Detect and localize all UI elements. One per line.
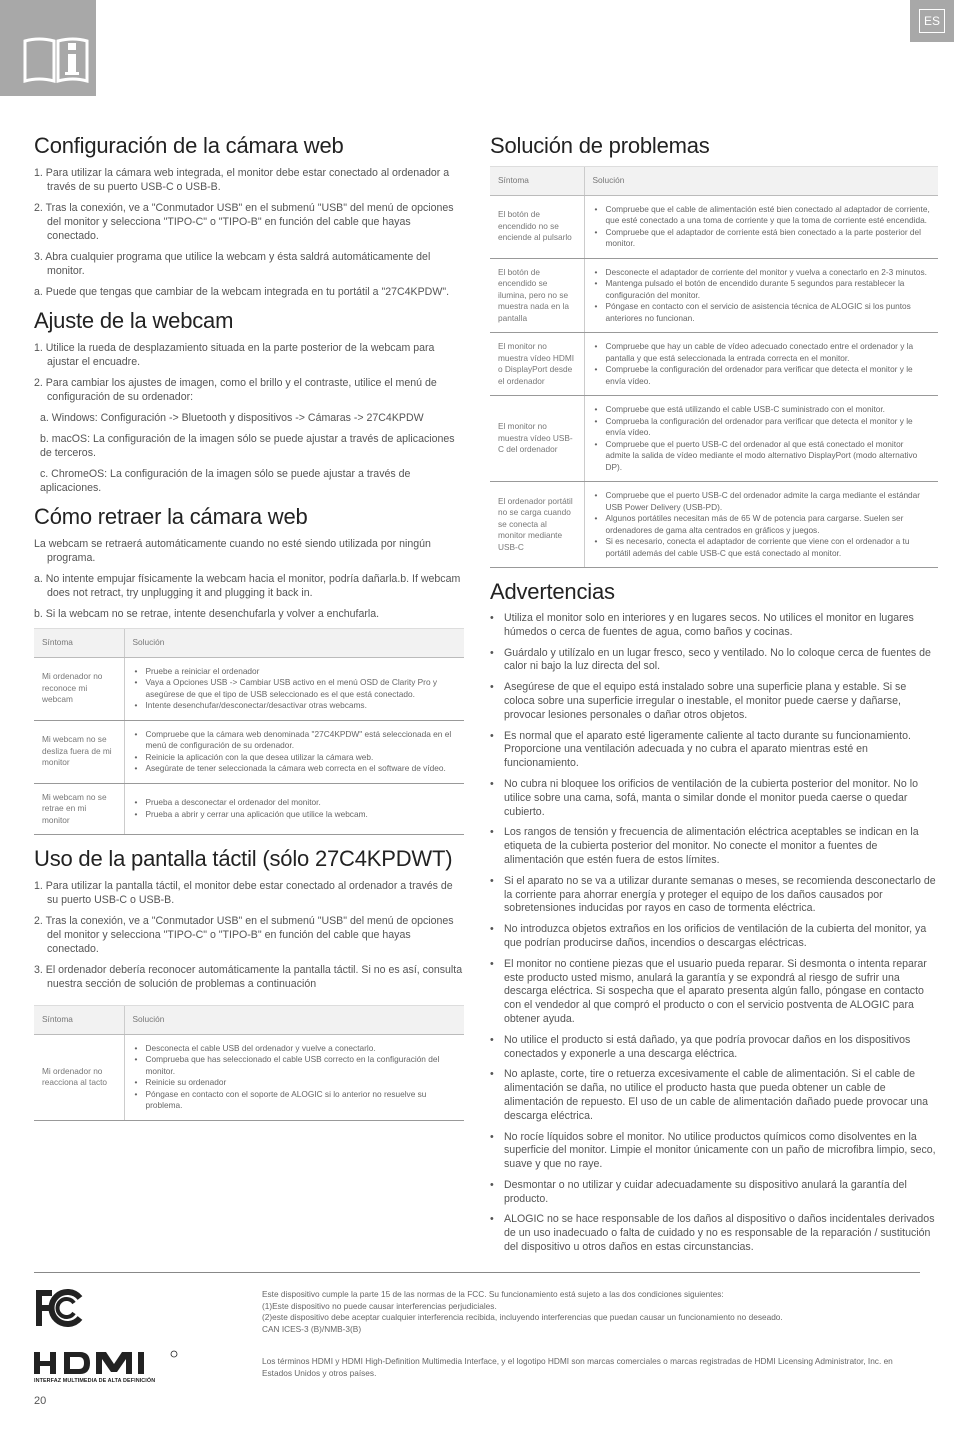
fcc-line: CAN ICES-3 (B)/NMB-3(B) xyxy=(262,1323,362,1334)
solution-item: • Prueba a abrir y cerrar una aplicación que utilice la webcam. xyxy=(133,809,457,821)
solution-item: • Comprueba que has seleccionado el cable USB correcto en la configuración del monitor. xyxy=(133,1054,457,1077)
warnings-list xyxy=(490,612,938,1255)
warnings-heading: Advertencias xyxy=(490,579,615,604)
webcam-adjust-list xyxy=(34,341,464,404)
webcam-adjust-heading: Ajuste de la webcam xyxy=(34,308,234,333)
symptom-cell: Mi webcam no se desliza fuera de mi monitor xyxy=(34,720,124,783)
fcc-line: (2)este dispositivo debe aceptar cualquier interferencia recibida, incluyendo interferencias que puedan causar un funcionamiento no deseado. xyxy=(262,1312,783,1322)
list-item: 1. Utilice la rueda de desplazamiento situada en la parte posterior de la webcam para ajustar el encuadre. xyxy=(34,342,435,368)
solution-item: • Póngase en contacto con el soporte de ALOGIC si lo anterior no resuelve su problema. xyxy=(133,1089,457,1112)
webcam-config-heading: Configuración de la cámara web xyxy=(34,133,344,158)
solution-cell xyxy=(124,783,464,835)
solution-item: • Compruebe que la cámara web denominada "27C4KPDW" está seleccionada en el menú de configuración de su ordenador. xyxy=(133,729,457,752)
solution-item: • Comprueba la configuración del ordenador para verificar que detecta el monitor y le envía vídeo. xyxy=(593,416,931,439)
solution-item: • Si es necesario, conecta el adaptador de corriente que viene con el ordenador a tu portátil además del cable USB-C que está conectado al monitor. xyxy=(593,536,931,559)
table-row xyxy=(490,258,938,333)
table-row xyxy=(34,720,464,783)
list-item: La webcam se retraerá automáticamente cuando no esté siendo utilizada por ningún programa. xyxy=(34,538,431,564)
warning-item: • El monitor no contiene piezas que el usuario pueda reparar. Si desmonta o intenta reparar este producto usted mismo, anulará la garantía y se expondrá al riesgo de sufrir una descarga eléctrica. Si sospecha que el aparato presenta algún fallo, póngase en contacto con el vendedor al que compró el producto o con el servicio postventa de ALOGIC para obtener ayuda. xyxy=(490,958,938,1027)
webcam-troubleshoot-table xyxy=(34,628,464,835)
info-header-block xyxy=(0,0,96,96)
symptom-cell: El monitor no muestra vídeo USB-C del ordenador xyxy=(490,396,584,482)
solution-item: • Desconecta el cable USB del ordenador y vuelve a conectarlo. xyxy=(133,1043,457,1055)
list-item: 2. Tras la conexión, ve a "Conmutador USB" en el submenú "USB" del menú de opciones del monitor y selecciona "TIPO-C" o "TIPO-B" en función del cable que hayas conectado. xyxy=(34,915,454,955)
warning-item: • No utilice el producto si está dañado, ya que podría provocar daños en los dispositivos conectados y exponerle a una descarga eléctrica. xyxy=(490,1034,938,1062)
warning-item: • Asegúrese de que el equipo está instalado sobre una superficie plana y estable. Si se coloca sobre una superficie irregular o inestable, el monitor puede caerse y dañarse, provocar lesiones personales o dañar otros objetos. xyxy=(490,681,938,722)
sub-list-item: c. ChromeOS: La configuración de la imagen sólo se puede ajustar a través de aplicaciones. xyxy=(40,468,411,494)
column-header: Solución xyxy=(124,629,464,658)
solution-item: • Vaya a Opciones USB -> Cambiar USB activo en el menú OSD de Clarity Pro y asegúrese de que el tipo de USB seleccionado es el que está conectado. xyxy=(133,677,457,700)
warning-item: • No cubra ni bloquee los orificios de ventilación de la cubierta posterior del monitor. No lo utilice sobre una cama, sofá, manta o similar donde el monitor pueda caerse o quedar cubierto. xyxy=(490,778,938,819)
solution-item: • Mantenga pulsado el botón de encendido durante 5 segundos para restablecer la configuración del monitor. xyxy=(593,278,931,301)
warning-item: • No introduzca objetos extraños en los orificios de ventilación de la cubierta del monitor, ya que podrían producirse daños, incendios o descargas eléctricas. xyxy=(490,923,938,951)
solution-item: • Compruebe que hay un cable de vídeo adecuado conectado entre el ordenador y la pantalla y que está seleccionada la entrada correcta en el monitor. xyxy=(593,341,931,364)
table-row xyxy=(490,396,938,482)
warning-item: • Si el aparato no se va a utilizar durante semanas o meses, se recomienda desconectarlo de la corriente para ahorrar energía y proteger el equipo de los daños causados por sobretensiones inducidas por rayos en caso de tormenta eléctrica. xyxy=(490,875,938,916)
sub-list-item: a. Windows: Configuración -> Bluetooth y dispositivos -> Cámaras -> 27C4KPDW xyxy=(40,412,424,424)
column-header: Solución xyxy=(584,167,938,196)
fcc-line: Este dispositivo cumple la parte 15 de las normas de la FCC. Su funcionamiento está sujeto a las dos condiciones siguientes: xyxy=(262,1289,724,1299)
column-header: Síntoma xyxy=(34,629,124,658)
list-item: 2. Tras la conexión, ve a "Conmutador USB" en el submenú "USB" del menú de opciones del monitor y selecciona "TIPO-C" o "TIPO-B" en función del cable que hayas conectado. xyxy=(34,202,454,242)
solution-cell xyxy=(584,195,938,258)
list-item: a. No intente empujar físicamente la webcam hacia el monitor, podría dañarla.b. If webcam does not retract, try unplugging it and plugging it back in. xyxy=(34,573,461,599)
column-header: Síntoma xyxy=(490,167,584,196)
webcam-adjust-sublist xyxy=(34,411,464,495)
table-row xyxy=(34,1034,464,1120)
touch-list xyxy=(34,879,464,991)
left-column xyxy=(34,132,464,1131)
solution-item: • Compruebe que el adaptador de corriente está bien conectado a la parte posterior del monitor. xyxy=(593,227,931,250)
page-number: 20 xyxy=(34,1395,47,1407)
warning-item: • Los rangos de tensión y frecuencia de alimentación eléctrica aceptables se indican en la etiqueta de la cubierta posterior del monitor. No conecte el monitor a fuentes de alimentación que estén fuera de estos límites. xyxy=(490,826,938,867)
fcc-logo xyxy=(34,1288,86,1328)
solution-item: • Compruebe que el puerto USB-C del ordenador al que está conectado el monitor admite la salida de vídeo mediante el modo alternativo DisplayPort (modo alternativo DP). xyxy=(593,439,931,474)
table-row xyxy=(490,333,938,396)
solution-item: • Compruebe que el puerto USB-C del ordenador admite la carga mediante el estándar USB Power Delivery (USB-PD). xyxy=(593,490,931,513)
list-item: 1. Para utilizar la pantalla táctil, el monitor debe estar conectado al ordenador a través de su puerto USB-C o USB-B. xyxy=(34,880,453,906)
list-item: 1. Para utilizar la cámara web integrada, el monitor debe estar conectado al ordenador a través de su puerto USB-C o USB-B. xyxy=(34,167,450,193)
column-header: Síntoma xyxy=(34,1006,124,1035)
solution-item: • Asegúrate de tener seleccionada la cámara web correcta en el software de vídeo. xyxy=(133,763,457,775)
hdmi-subtitle: INTERFAZ MULTIMEDIA DE ALTA DEFINICIÓN xyxy=(34,1378,156,1384)
solution-item: • Póngase en contacto con el servicio de asistencia técnica de ALOGIC si los puntos anteriores no funcionan. xyxy=(593,301,931,324)
symptom-cell: El botón de encendido se ilumina, pero no se muestra nada en la pantalla xyxy=(490,258,584,333)
table-header-row xyxy=(34,629,464,658)
language-badge xyxy=(910,0,954,42)
troubleshooting-table xyxy=(490,166,938,568)
right-column xyxy=(490,132,938,1262)
solution-item: • Compruebe que el cable de alimentación esté bien conectado al adaptador de corriente, que esté conectado a una toma de corriente y que la toma de corriente esté encendida. xyxy=(593,204,931,227)
solution-item: • Compruebe la configuración del ordenador para verificar que detecta el monitor y le envía vídeo. xyxy=(593,364,931,387)
footer-divider xyxy=(34,1272,920,1273)
symptom-cell: El monitor no muestra vídeo HDMI o DisplayPort desde el ordenador xyxy=(490,333,584,396)
symptom-cell: El botón de encendido no se enciende al pulsarlo xyxy=(490,195,584,258)
solution-item: • Algunos portátiles necesitan más de 65 W de potencia para cargarse. Suelen ser ordenadores de gama alta centrados en gráficos y juegos. xyxy=(593,513,931,536)
warning-item: • Desmontar o no utilizar y cuidar adecuadamente su dispositivo anulará la garantía del producto. xyxy=(490,1179,938,1207)
touch-troubleshoot-table xyxy=(34,1005,464,1121)
table-row xyxy=(34,783,464,835)
list-item: 3. Abra cualquier programa que utilice la webcam y ésta saldrá automáticamente del monitor. xyxy=(34,251,431,277)
table-row xyxy=(490,482,938,568)
warning-item: • No rocíe líquidos sobre el monitor. No utilice productos químicos como disolventes en la superficie del monitor. Limpie el monitor únicamente con un paño de microfibra limpio, seco, suave y que no raye. xyxy=(490,1131,938,1172)
warning-item: • Es normal que el aparato esté ligeramente caliente al tacto durante su funcionamiento. Proporcione una ventilación adecuada y no cubra el aparato mientras esté en funcionamiento. xyxy=(490,730,938,771)
list-item: a. Puede que tengas que cambiar de la webcam integrada en tu portátil a "27C4KPDW". xyxy=(34,286,450,298)
warning-item: • Utiliza el monitor solo en interiores y en lugares secos. No utilices el monitor en lugares húmedos o cerca de fuentes de agua, como baños y cocinas. xyxy=(490,612,938,640)
solution-item: • Reinicie su ordenador xyxy=(133,1077,457,1089)
solution-cell xyxy=(124,1034,464,1120)
webcam-retract-heading: Cómo retraer la cámara web xyxy=(34,504,308,529)
solution-cell xyxy=(584,482,938,568)
symptom-cell: Mi ordenador no reacciona al tacto xyxy=(34,1034,124,1120)
solution-item: • Compruebe que está utilizando el cable USB-C suministrado con el monitor. xyxy=(593,404,931,416)
solution-item: • Intente desenchufar/desconectar/desactivar otras webcams. xyxy=(133,700,457,712)
list-item: 2. Para cambiar los ajustes de imagen, como el brillo y el contraste, utilice el menú de configuración de su ordenador: xyxy=(34,377,437,403)
solution-item: • Reinicie la aplicación con la que desea utilizar la cámara web. xyxy=(133,752,457,764)
solution-item: • Prueba a desconectar el ordenador del monitor. xyxy=(133,797,457,809)
symptom-cell: Mi webcam no se retrae en mi monitor xyxy=(34,783,124,835)
symptom-cell: El ordenador portátil no se carga cuando se conecta al monitor mediante USB-C xyxy=(490,482,584,568)
fcc-line: (1)Este dispositivo no puede causar interferencias perjudiciales. xyxy=(262,1300,497,1311)
warning-item: • ALOGIC no se hace responsable de los daños al dispositivo o daños incidentales derivados de un uso inadecuado o falta de cuidado y no es responsable de la reparación / sustitución del dispositivo u otros daños en estas circunstancias. xyxy=(490,1213,938,1254)
warning-item: • Guárdalo y utilízalo en un lugar fresco, seco y ventilado. No lo coloque cerca de fuentes de calor ni bajo la luz directa del sol. xyxy=(490,647,938,675)
sub-list-item: b. macOS: La configuración de la imagen sólo se puede ajustar a través de aplicaciones de terceros. xyxy=(40,433,455,459)
table-row xyxy=(34,657,464,720)
webcam-retract-list xyxy=(34,537,464,621)
table-header-row xyxy=(34,1006,464,1035)
list-item: 3. El ordenador debería reconocer automáticamente la pantalla táctil. Si no es así, consulta nuestra sección de solución de problemas a continuación xyxy=(34,964,463,990)
solution-cell xyxy=(584,396,938,482)
fcc-statement xyxy=(262,1289,922,1335)
list-item: b. Si la webcam no se retrae, intente desenchufarla y volver a enchufarla. xyxy=(34,608,380,620)
solution-cell xyxy=(584,258,938,333)
table-row xyxy=(490,195,938,258)
table-header-row xyxy=(490,167,938,196)
touch-heading: Uso de la pantalla táctil (sólo 27C4KPDWT) xyxy=(34,846,453,871)
solution-cell xyxy=(124,720,464,783)
solution-item: • Pruebe a reiniciar el ordenador xyxy=(133,666,457,678)
webcam-config-list xyxy=(34,166,464,299)
solution-item: • Desconecte el adaptador de corriente del monitor y vuelva a conectarlo en 2-3 minutos. xyxy=(593,267,931,279)
solution-cell xyxy=(584,333,938,396)
symptom-cell: Mi ordenador no reconoce mi webcam xyxy=(34,657,124,720)
column-header: Solución xyxy=(124,1006,464,1035)
hdmi-statement: Los términos HDMI y HDMI High-Definition Multimedia Interface, y el logotipo HDMI son marcas comerciales o marcas registradas de HDMI Licensing Administrator, Inc. en Estados Unidos y otros países. xyxy=(262,1356,893,1378)
book-info-icon xyxy=(23,37,89,83)
troubleshooting-heading: Solución de problemas xyxy=(490,133,710,158)
solution-cell xyxy=(124,657,464,720)
language-label: ES xyxy=(919,9,945,33)
warning-item: • No aplaste, corte, tire o retuerza excesivamente el cable de alimentación. Si el cable de alimentación se daña, no utilice el producto hasta que pueda obtener un cable de alimentación de repuesto. El uso de un cable de alimentación dañado puede provocar una descarga eléctrica. xyxy=(490,1068,938,1123)
